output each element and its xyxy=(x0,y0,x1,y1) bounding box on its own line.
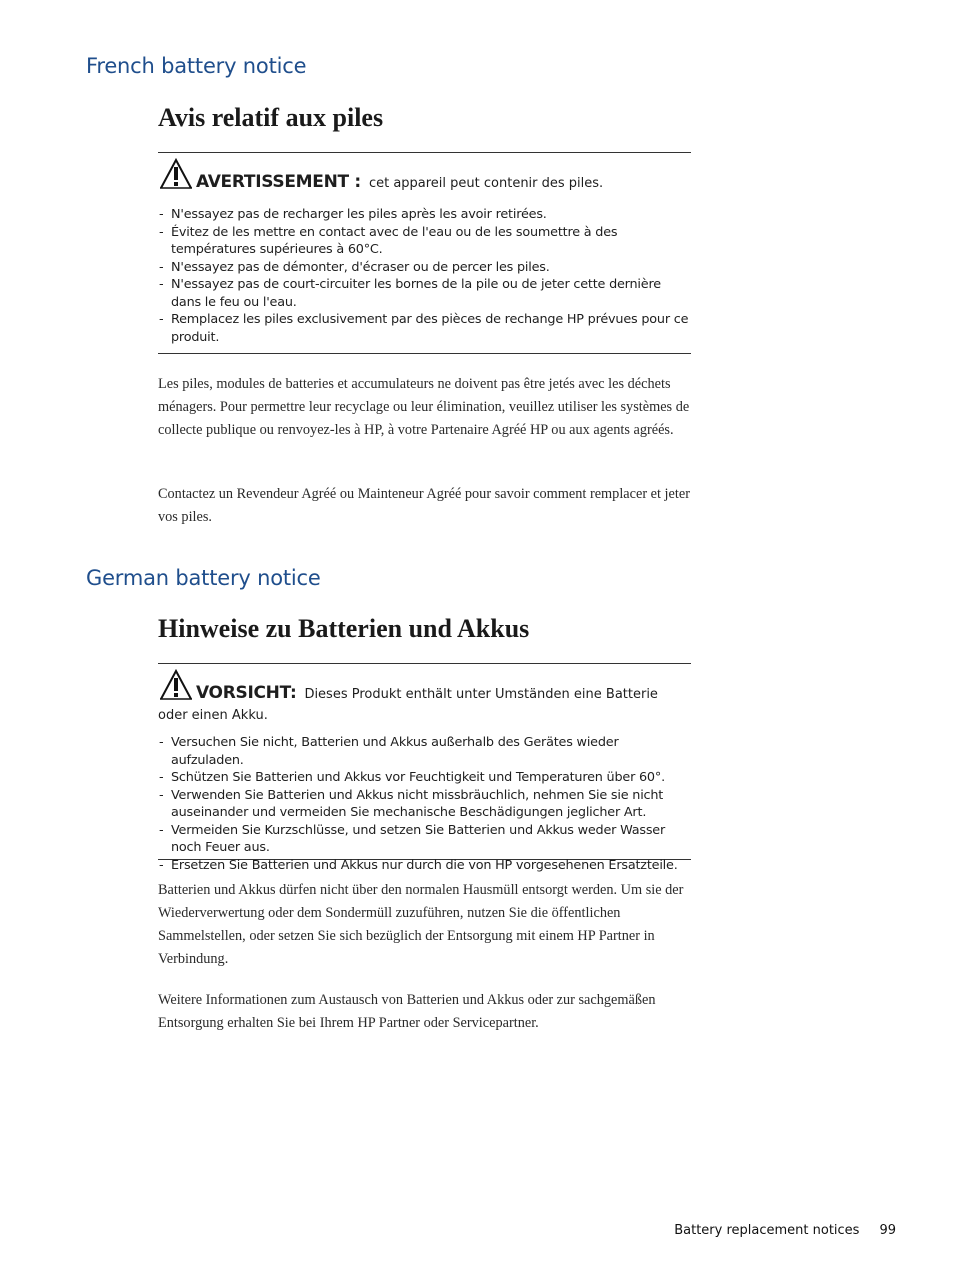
footer-section-title: Battery replacement notices xyxy=(674,1223,860,1238)
french-paragraph-disposal: Les piles, modules de batteries et accumulateurs ne doivent pas être jetés avec les déchets ménagers. Pour permettre leur recyclage ou leur élimination, veuillez utiliser les systèmes de collecte publique ou renvoyez-les à HP, à votre Partenaire Agréé HP ou aux agents agréés. xyxy=(158,376,690,438)
german-section-heading: German battery notice xyxy=(86,566,321,590)
list-item: - Schützen Sie Batterien und Akkus vor Feuchtigkeit und Temperaturen über 60°. xyxy=(158,769,691,787)
german-warning-label: VORSICHT: xyxy=(196,683,297,703)
list-item: - Vermeiden Sie Kurzschlüsse, und setzen Sie Batterien und Akkus weder Wasser noch Feuer aus. xyxy=(158,822,691,857)
french-warning-line xyxy=(158,157,691,196)
warning-triangle-icon xyxy=(159,157,193,196)
list-item: - Remplacez les piles exclusivement par des pièces de rechange HP prévues pour ce produit. xyxy=(158,311,691,346)
french-warning-box xyxy=(158,152,691,354)
german-paragraph-disposal: Batterien und Akkus dürfen nicht über den normalen Hausmüll entsorgt werden. Um sie der Wiederverwertung oder dem Sondermüll zuzuführen, nutzen Sie die öffentlichen Sammelstellen, oder setzen Sie sich bezüglich der Entsorgung mit einem HP Partner in Verbindung. xyxy=(158,882,684,967)
french-notice-title: Avis relatif aux piles xyxy=(158,103,384,132)
list-item: - Évitez de les mettre en contact avec de l'eau ou de les soumettre à des températures supérieures à 60°C. xyxy=(158,224,691,259)
german-warning-text: Dieses Produkt enthält unter Umständen eine Batterie oder einen Akku. xyxy=(158,687,658,723)
list-item: - N'essayez pas de recharger les piles après les avoir retirées. xyxy=(158,206,691,224)
french-warning-text: cet appareil peut contenir des piles. xyxy=(368,176,604,191)
french-warning-list xyxy=(158,206,691,346)
french-warning-label: AVERTISSEMENT : xyxy=(196,172,361,192)
list-item: - Ersetzen Sie Batterien und Akkus nur durch die von HP vorgesehenen Ersatzteile. xyxy=(158,857,691,875)
page-footer xyxy=(674,1223,896,1238)
german-warning-box xyxy=(158,663,691,873)
french-section-heading: French battery notice xyxy=(86,54,307,78)
german-paragraph-info: Weitere Informationen zum Austausch von Batterien und Akkus oder zur sachgemäßen Entsorgung erhalten Sie bei Ihrem HP Partner oder Servicepartner. xyxy=(158,992,656,1031)
list-item: - N'essayez pas de démonter, d'écraser ou de percer les piles. xyxy=(158,259,691,277)
list-item: - Verwenden Sie Batterien und Akkus nicht missbräuchlich, nehmen Sie sie nicht auseinander und vermeiden Sie mechanische Beschädigungen jeglicher Art. xyxy=(158,787,691,822)
list-item: - Versuchen Sie nicht, Batterien und Akkus außerhalb des Gerätes wieder aufzuladen. xyxy=(158,734,691,769)
list-item: - N'essayez pas de court-circuiter les bornes de la pile ou de jeter cette dernière dans le feu ou l'eau. xyxy=(158,276,691,311)
german-warning-list xyxy=(158,734,691,874)
french-paragraph-contact: Contactez un Revendeur Agréé ou Mainteneur Agréé pour savoir comment remplacer et jeter vos piles. xyxy=(158,486,690,525)
german-warning-line xyxy=(158,668,691,724)
page-number: 99 xyxy=(879,1223,896,1238)
german-notice-title: Hinweise zu Batterien und Akkus xyxy=(158,614,530,643)
warning-triangle-icon xyxy=(159,668,193,707)
